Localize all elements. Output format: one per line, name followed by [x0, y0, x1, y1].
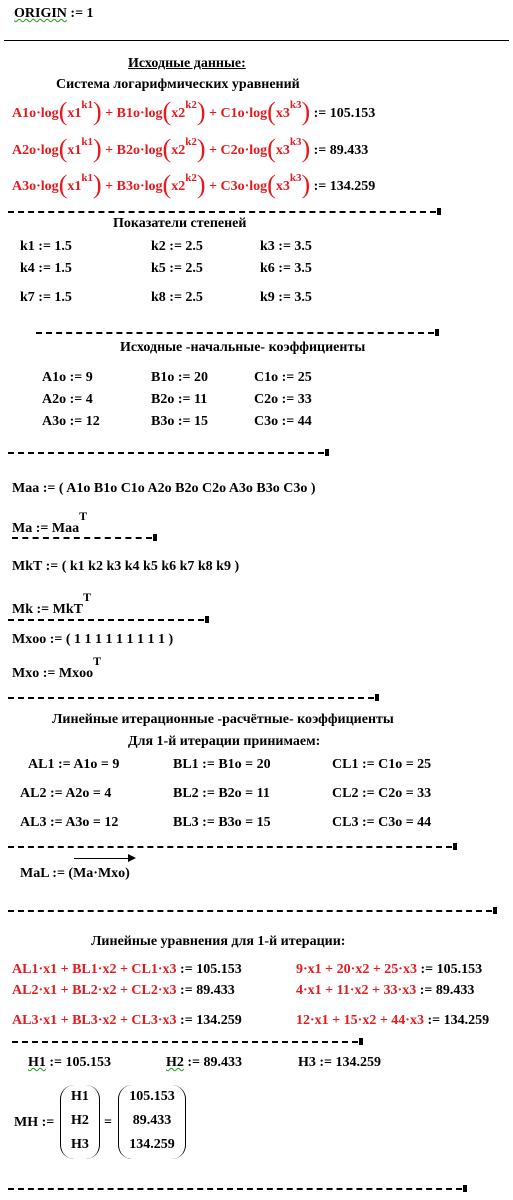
coeff-c1o[interactable]: C1o := 25	[254, 370, 312, 385]
region-separator	[12, 1041, 358, 1043]
log-equation-2[interactable]: $A2o\cdot\log(x1^{k1}) + B2o\cdot\log(x2^{k2}) + C2o\cdot\log(x3^{k3})$ := 89.433	[12, 134, 369, 163]
region-separator	[12, 537, 152, 539]
mh-equals: =	[104, 1115, 112, 1130]
log-equation-3[interactable]: $A3o\cdot\log(x1^{k1}) + B3o\cdot\log(x2^{k2}) + C3o\cdot\log(x3^{k3})$ := 134.259	[12, 170, 376, 199]
origin-statement[interactable]	[14, 6, 94, 22]
header-first-iteration: Для 1-й итерации принимаем:	[128, 734, 321, 749]
mh-names-matrix[interactable]	[60, 1085, 100, 1159]
exponent-k4[interactable]: k4 := 1.5	[20, 261, 72, 276]
coeff-a1o[interactable]: A1o := 9	[42, 370, 93, 385]
top-separator	[4, 40, 509, 41]
coeff-c2o[interactable]: C2o := 33	[254, 392, 312, 407]
region-separator	[36, 332, 434, 334]
exponent-k9[interactable]: k9 := 3.5	[260, 290, 312, 305]
maa-definition[interactable]: Maa := ( A1o B1o C1o A2o B2o C2o A3o B3o C3o )	[12, 481, 316, 496]
region-separator	[8, 452, 324, 454]
mal-definition[interactable]: MaL := (Ma·Mxo)	[20, 866, 130, 881]
h1-definition[interactable]: H1 := 105.153	[28, 1055, 112, 1070]
linear-bl2[interactable]: BL2 := B2o = 11	[173, 786, 270, 801]
header-linear-eqs: Линейные уравнения для 1-й итерации:	[91, 934, 346, 949]
origin-keyword: ORIGIN	[14, 6, 67, 21]
linear-eq-symbolic-2[interactable]: AL2·x1 + BL2·x2 + CL2·x3 := 89.433	[12, 983, 235, 998]
linear-bl3[interactable]: BL3 := B3o = 15	[173, 815, 271, 830]
linear-cl3[interactable]: CL3 := C3o = 44	[332, 815, 432, 830]
linear-al3[interactable]: AL3 := A3o = 12	[20, 815, 119, 830]
mk-definition[interactable]: Mk := MkT$^T$	[12, 590, 91, 617]
coeff-a3o[interactable]: A3o := 12	[42, 414, 100, 429]
log-eq-1-rhs: 105.153	[329, 106, 376, 121]
linear-cl1[interactable]: CL1 := C1o = 25	[332, 757, 432, 772]
log-equation-1[interactable]: $A1o\cdot\log(x1^{k1}) + B1o\cdot\log(x2^{k2}) + C1o\cdot\log(x3^{k3})$ := 105.153	[12, 97, 376, 126]
matrix-cell: 105.153	[129, 1089, 175, 1104]
mxoo-definition[interactable]: Mxoo := ( 1 1 1 1 1 1 1 1 1 )	[12, 632, 174, 647]
mh-values-matrix	[118, 1085, 186, 1159]
mal-vectorized-expr: (Ma·Mxo)	[68, 866, 130, 881]
coeff-b1o[interactable]: B1o := 20	[151, 370, 208, 385]
linear-al2[interactable]: AL2 := A2o = 4	[20, 786, 112, 801]
matrix-cell: 134.259	[129, 1137, 175, 1152]
linear-al1[interactable]: AL1 := A1o = 9	[28, 757, 120, 772]
h3-definition[interactable]: H3 := 134.259	[298, 1055, 382, 1070]
exponent-k6[interactable]: k6 := 3.5	[260, 261, 312, 276]
coeff-c3o[interactable]: C3o := 44	[254, 414, 312, 429]
exponent-k1[interactable]: k1 := 1.5	[20, 239, 72, 254]
header-exponents: Показатели степеней	[113, 216, 247, 231]
header-initial-coeffs: Исходные -начальные- коэффициенты	[120, 340, 366, 355]
log-eq-2-rhs: 89.433	[329, 143, 369, 158]
matrix-cell: H1	[71, 1089, 89, 1104]
coeff-a2o[interactable]: A2o := 4	[42, 392, 93, 407]
origin-value: 1	[86, 6, 94, 21]
region-separator	[8, 697, 374, 699]
matrix-cell: H2	[71, 1113, 89, 1128]
coeff-b3o[interactable]: B3o := 15	[151, 414, 208, 429]
log-eq-3-rhs: 134.259	[329, 179, 376, 194]
mkt-definition[interactable]: MkT := ( k1 k2 k3 k4 k5 k6 k7 k8 k9 )	[12, 559, 240, 574]
region-separator	[8, 910, 492, 912]
coeff-b2o[interactable]: B2o := 11	[151, 392, 208, 407]
vectorize-arrow-icon	[74, 858, 134, 859]
matrix-cell: 89.433	[132, 1113, 172, 1128]
exponent-k8[interactable]: k8 := 2.5	[151, 290, 203, 305]
linear-eq-symbolic-1[interactable]: AL1·x1 + BL1·x2 + CL1·x3 := 105.153	[12, 962, 242, 977]
region-separator	[8, 846, 452, 848]
ma-definition[interactable]: Ma := Maa$^T$	[12, 509, 88, 536]
h2-definition[interactable]: H2 := 89.433	[166, 1055, 243, 1070]
mh-lhs[interactable]: MH :=	[14, 1115, 55, 1130]
region-separator	[8, 1188, 462, 1190]
mxo-definition[interactable]: Mxo := Mxoo$^T$	[12, 654, 102, 681]
header-input-data: Исходные данные:	[128, 56, 246, 71]
linear-eq-numeric-3[interactable]: 12·x1 + 15·x2 + 44·x3 := 134.259	[296, 1013, 490, 1028]
exponent-k2[interactable]: k2 := 2.5	[151, 239, 203, 254]
header-log-system: Система логарифмических уравнений	[56, 77, 300, 92]
linear-eq-numeric-1[interactable]: 9·x1 + 20·x2 + 25·x3 := 105.153	[296, 962, 483, 977]
linear-cl2[interactable]: CL2 := C2o = 33	[332, 786, 432, 801]
region-separator	[8, 619, 204, 621]
header-linear-coeffs: Линейные итерационные -расчётные- коэффициенты	[52, 712, 394, 727]
exponent-k3[interactable]: k3 := 3.5	[260, 239, 312, 254]
region-separator	[8, 211, 436, 213]
linear-eq-symbolic-3[interactable]: AL3·x1 + BL3·x2 + CL3·x3 := 134.259	[12, 1013, 242, 1028]
origin-assign: :=	[70, 6, 84, 21]
exponent-k7[interactable]: k7 := 1.5	[20, 290, 72, 305]
linear-eq-numeric-2[interactable]: 4·x1 + 11·x2 + 33·x3 := 89.433	[296, 983, 475, 998]
linear-bl1[interactable]: BL1 := B1o = 20	[173, 757, 271, 772]
exponent-k5[interactable]: k5 := 2.5	[151, 261, 203, 276]
matrix-cell: H3	[71, 1137, 89, 1152]
